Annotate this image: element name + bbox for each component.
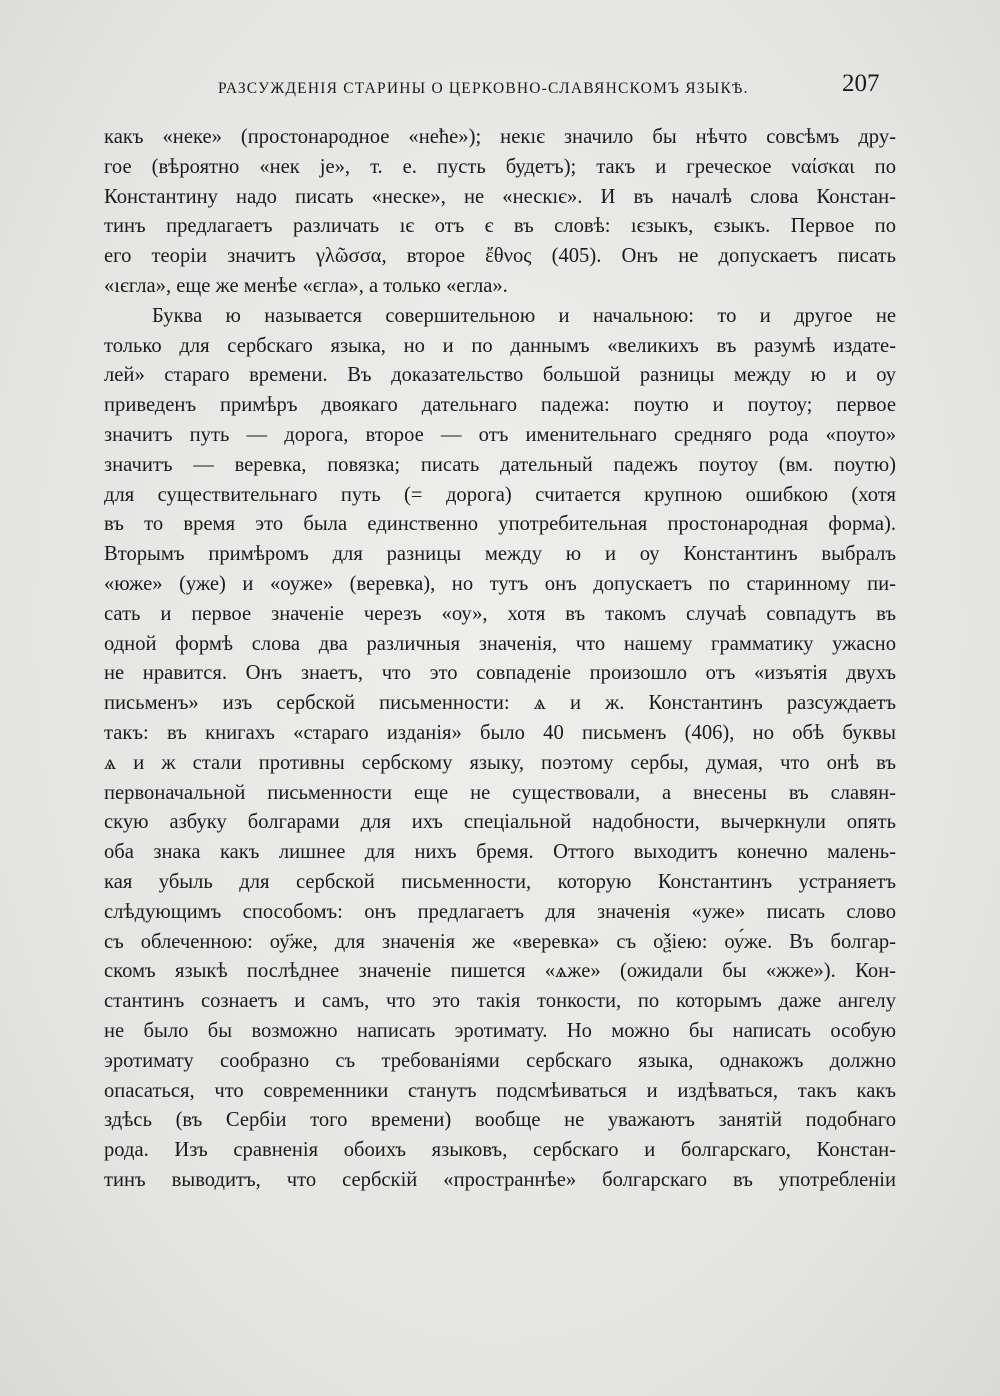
text-line: опасаться, что современники станутъ подсмѣиваться и издѣваться, такъ какъ	[104, 1079, 896, 1102]
paragraph-start-line: Буква ю называется совершительною и начальною: то и другое не	[152, 304, 896, 327]
running-title: РАЗСУЖДЕНІЯ СТАРИНЫ О ЦЕРКОВНО-СЛАВЯНСКОМЪ ЯЗЫКѢ.	[218, 80, 749, 97]
text-line: не было бы возможно написать эротимату. Но можно бы написать особую	[104, 1019, 896, 1042]
text-line: для существительнаго путь (= дорога) считается крупною ошибкою (хотя	[104, 483, 896, 506]
text-body	[104, 123, 896, 1196]
text-line: съ облеченною: оу҃же, для значенія же «веревка» съ оѯіею: оу́же. Въ болгар-	[104, 930, 896, 953]
page-number: 207	[842, 70, 880, 97]
text-line: только для сербскаго языка, но и по даннымъ «великихъ въ разумѣ издате-	[104, 334, 896, 357]
text-line: тинъ предлагаетъ различать ıє отъ є въ словѣ: ıєзыкъ, єзыкъ. Первое по	[104, 215, 896, 238]
text-line: слѣдующимъ способомъ: онъ предлагаетъ для значенія «уже» писать слово	[104, 900, 896, 923]
text-line: значитъ путь — дорога, второе — отъ именительнаго средняго рода «поуто»	[104, 423, 896, 446]
text-line: Константину надо писать «неске», не «нескıє». И въ началѣ слова Констан-	[104, 185, 896, 208]
text-line: значитъ — веревка, повязка; писать дательный падежъ поутоу (вм. поутю)	[104, 453, 896, 476]
text-line: эротимату сообразно съ требованіями сербскаго языка, однакожъ должно	[104, 1049, 896, 1072]
text-line: Вторымъ примѣромъ для разницы между ю и оу Константинъ выбралъ	[104, 543, 896, 566]
text-line: такъ: въ книгахъ «стараго изданія» было 40 письменъ (406), но обѣ буквы	[104, 721, 896, 744]
running-head	[0, 70, 1000, 104]
text-line: скомъ языкѣ послѣднее значеніе пишется «ѧже» (ожидали бы «жже»). Кон-	[104, 960, 896, 983]
text-line: тинъ выводитъ, что сербскій «пространнѣе» болгарскаго въ употребленіи	[104, 1168, 896, 1191]
text-line: стантинъ сознаетъ и самъ, что это такія тонкости, по которымъ даже ангелу	[104, 990, 896, 1013]
text-line: не нравится. Онъ знаетъ, что это совпаденіе произошло отъ «изъятія двухъ	[104, 662, 896, 685]
text-line: «ıєгла», еще же менѣе «єгла», а только «егла».	[104, 274, 508, 297]
text-line: письменъ» изъ сербской письменности: ѧ и ж. Константинъ разсуждаетъ	[104, 692, 896, 715]
text-line: рода. Изъ сравненія обоихъ языковъ, сербскаго и болгарскаго, Констан-	[104, 1139, 896, 1162]
text-line: какъ «неке» (простонародное «неће»); некıє значило бы нѣчто совсѣмъ дру-	[104, 126, 896, 148]
text-line: приведенъ примѣръ двоякаго дательнаго падежа: поутю и поутоу; первое	[104, 394, 896, 417]
text-line: оба знака какъ лишнее для нихъ бремя. Оттого выходитъ конечно малень-	[104, 841, 896, 864]
text-line: здѣсь (въ Сербіи того времени) вообще не уважаютъ занятій подобнаго	[104, 1109, 896, 1132]
text-line: ѧ и ж стали противны сербскому языку, поэтому сербы, думая, что онѣ въ	[104, 751, 896, 774]
text-line: лей» стараго времени. Въ доказательство большой разницы между ю и оу	[104, 364, 896, 387]
text-line: «юже» (уже) и «оуже» (веревка), но тутъ онъ допускаетъ по старинному пи-	[104, 572, 896, 595]
text-line: первоначальной письменности еще не существовали, а внесены въ славян-	[104, 781, 896, 804]
text-line: скую азбуку болгарами для ихъ спеціальной надобности, вычеркнули опять	[104, 811, 896, 834]
text-line: его теоріи значитъ γλῶσσα, второе ἔθνος (405). Онъ не допускаетъ писать	[104, 245, 896, 268]
text-line: сать и первое значеніе черезъ «оу», хотя въ такомъ случаѣ совпадутъ въ	[104, 602, 896, 625]
text-line: одной формѣ слова два различныя значенія, что нашему грамматику ужасно	[104, 632, 896, 655]
text-line: въ то время это была единственно употребительная простонародная форма).	[104, 513, 896, 536]
text-line: гое (вѣроятно «нек је», т. е. пусть будетъ); такъ и греческое ναίσκαι по	[104, 155, 896, 178]
text-line: кая убыль для сербской письменности, которую Константинъ устраняетъ	[104, 870, 896, 893]
